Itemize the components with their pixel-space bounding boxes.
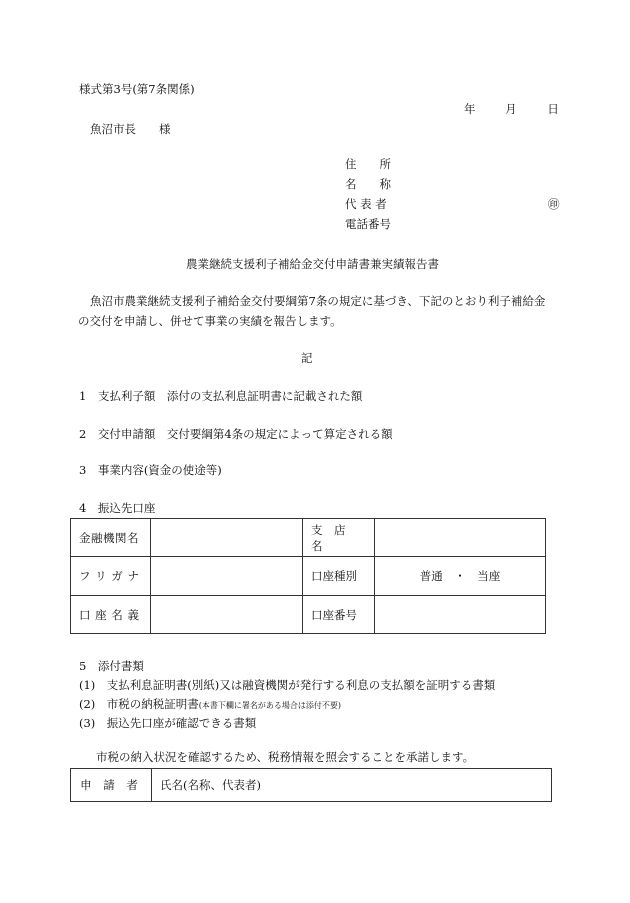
institution-field[interactable] [151,519,303,557]
branch-field[interactable] [375,519,546,557]
applicant-name-label: 名 称 [345,177,391,191]
bank-account-table [70,518,546,634]
attachment-2 [79,696,341,712]
seal-mark: ㊞ [548,197,560,211]
account-holder-field[interactable] [151,596,303,634]
date-day: 日 [547,102,559,116]
item-1: 1 支払利子額 添付の支払利息証明書に記載された額 [79,389,363,403]
table-row [71,519,546,557]
account-type-label: 口座種別 [303,557,375,596]
furigana-label: フ リ ガ ナ [71,557,151,596]
account-number-label: 口座番号 [303,596,375,634]
attachment-3: (3) 振込先口座が確認できる書類 [79,716,257,730]
attachment-2-note: (本書下欄に署名がある場合は添付不要) [198,701,342,710]
attachment-1: (1) 支払利息証明書(別紙)又は融資機関が発行する利息の支払額を証明する書類 [79,678,496,692]
item-3: 3 事業内容(資金の使途等) [79,463,222,477]
account-holder-label: 口 座 名 義 [71,596,151,634]
date-month: 月 [505,102,517,116]
applicant-address-label: 住 所 [345,157,391,171]
table-row [71,557,546,596]
addressee: 魚沼市長 様 [90,122,171,136]
attachment-2-text: (2) 市税の納税証明書 [79,697,199,711]
applicant-representative-label: 代 表 者 [345,197,387,211]
consent-statement: 市税の納入状況を確認するため、税務情報を照会することを承諾します。 [96,750,475,764]
attachments-heading: 5 添付書類 [79,659,144,673]
table-row [71,596,546,634]
item-2: 2 交付申請額 交付要綱第4条の規定によって算定される額 [79,427,393,441]
intro-line-2: の交付を申請し、併せて事業の実績を報告します。 [78,314,342,328]
furigana-field[interactable] [151,557,303,596]
applicant-phone-label: 電話番号 [345,217,391,231]
applicant-label: 申 請 者 [71,769,152,802]
date-year: 年 [464,102,476,116]
table-row [71,769,552,802]
account-type-field[interactable]: 普通 ・ 当座 [375,557,546,596]
institution-label: 金融機関名 [71,519,151,557]
date-line [464,101,559,117]
signature-table [70,768,552,802]
account-number-field[interactable] [375,596,546,634]
ki-heading: 記 [301,351,313,365]
document-title: 農業継続支援利子補給金交付申請書兼実績報告書 [186,257,439,271]
branch-label: 支 店 名 [303,519,375,557]
form-number: 様式第3号(第7条関係) [79,82,195,96]
intro-line-1: 魚沼市農業継続支援利子補給金交付要綱第7条の規定に基づき、下記のとおり利子補給金 [90,294,546,308]
item-4: 4 振込先口座 [79,501,156,515]
applicant-signature-field[interactable]: 氏名(名称、代表者) [152,769,552,802]
